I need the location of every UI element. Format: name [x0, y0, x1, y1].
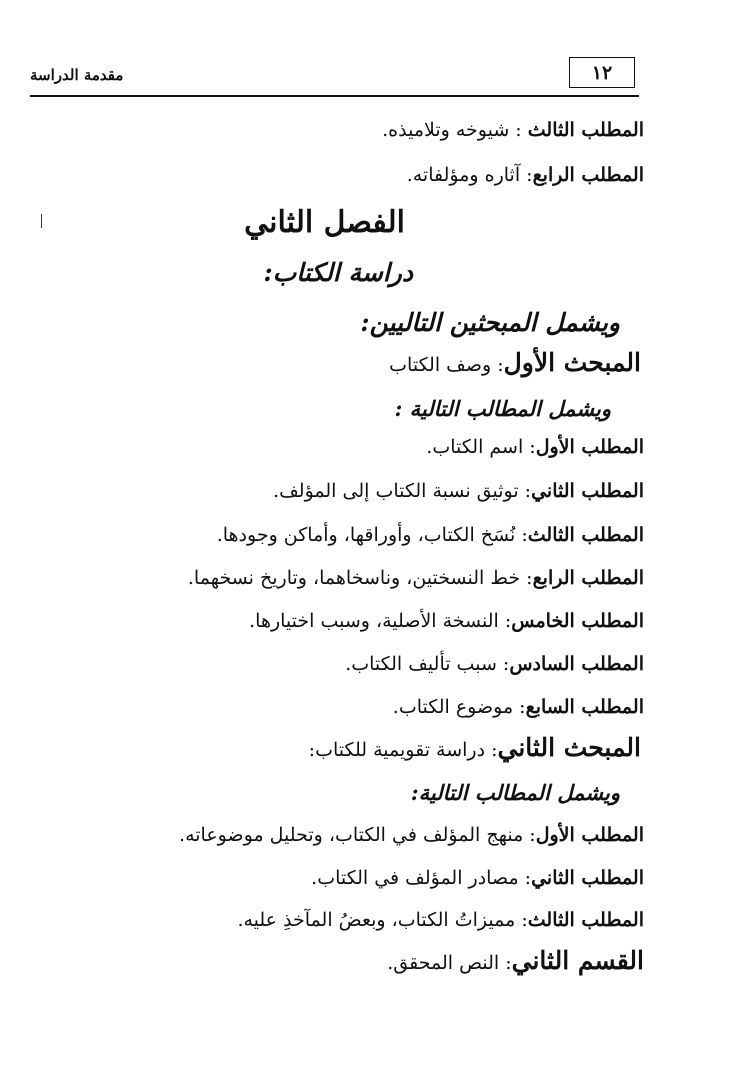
entry-label: القسم الثاني [511, 946, 644, 975]
entry-label: المطلب الثالث [527, 909, 644, 931]
entry-sep: : [523, 436, 536, 458]
entry-line [382, 117, 644, 143]
entry-text: منهج المؤلف في الكتاب، وتحليل موضوعاته. [179, 824, 524, 846]
entry-line [407, 162, 644, 188]
entry-line [389, 350, 641, 378]
chapter-subheading: دراسة الكتاب: [263, 258, 413, 287]
entry-line [309, 735, 641, 763]
entry-sep: : [520, 164, 533, 186]
entry-sep: : [518, 867, 532, 889]
page-number: ١٢ [569, 57, 635, 88]
entry-label: المبحث الأول [503, 348, 641, 377]
entry-text: شيوخه وتلاميذه. [382, 119, 510, 141]
entry-text: النسخة الأصلية، وسبب اختيارها. [249, 610, 499, 632]
entry-text: مصادر المؤلف في الكتاب. [311, 867, 519, 889]
entry-sep: : [509, 119, 528, 141]
entry-sep: : [485, 739, 498, 761]
entry-label: المطلب الرابع [532, 567, 644, 589]
entry-text: وصف الكتاب [389, 354, 492, 376]
entry-line [387, 948, 644, 976]
entry-text: سبب تأليف الكتاب. [345, 653, 497, 675]
chapter-heading: الفصل الثاني [244, 205, 405, 240]
entry-line [311, 865, 644, 891]
subsection-intro: ويشمل المطالب التالية: [410, 780, 620, 805]
entry-label: المبحث الثاني [497, 733, 641, 762]
entry-label: المطلب الرابع [532, 164, 644, 186]
entry-label: المطلب الثاني [531, 480, 644, 502]
entry-label: المطلب السادس [509, 653, 644, 675]
entry-sep: : [513, 696, 526, 718]
entry-text: توثيق نسبة الكتاب إلى المؤلف. [273, 480, 519, 502]
entry-line [426, 434, 644, 460]
entry-line [217, 522, 644, 548]
entry-sep: : [499, 952, 512, 974]
entry-label: المطلب الثاني [531, 867, 644, 889]
entry-line [179, 822, 644, 848]
entry-label: المطلب الثالث [527, 119, 644, 141]
entry-sep: : [515, 524, 528, 546]
section-intro: ويشمل المبحثين التاليين: [360, 308, 620, 337]
entry-text: مميزاتُ الكتاب، وبعضُ المآخذِ عليه. [237, 909, 516, 931]
entry-text: نُسَخ الكتاب، وأوراقها، وأماكن وجودها. [216, 524, 516, 546]
entry-sep: : [518, 480, 532, 502]
entry-sep: : [491, 354, 504, 376]
entry-line [237, 907, 644, 933]
entry-text: النص المحقق. [387, 952, 500, 974]
entry-label: المطلب الثالث [527, 524, 644, 546]
entry-text: اسم الكتاب. [426, 436, 524, 458]
entry-line [188, 565, 644, 591]
header-rule [30, 95, 639, 97]
entry-text: موضوع الكتاب. [392, 696, 514, 718]
entry-sep: : [498, 610, 512, 632]
entry-label: المطلب السابع [525, 696, 644, 718]
subsection-intro: ويشمل المطالب التالية : [394, 396, 611, 421]
running-title: مقدمة الدراسة [30, 66, 124, 84]
margin-mark [41, 214, 42, 228]
entry-sep: : [523, 824, 536, 846]
entry-sep: : [515, 909, 528, 931]
entry-line [393, 694, 644, 720]
entry-text: آثاره ومؤلفاته. [406, 164, 521, 186]
entry-line [249, 608, 644, 634]
entry-label: المطلب الخامس [511, 610, 644, 632]
entry-sep: : [496, 653, 510, 675]
entry-text: دراسة تقويمية للكتاب: [308, 739, 486, 761]
entry-label: المطلب الأول [535, 824, 644, 846]
entry-line [345, 651, 644, 677]
entry-line [273, 478, 644, 504]
entry-label: المطلب الأول [535, 436, 644, 458]
entry-sep: : [520, 567, 533, 589]
entry-text: خط النسختين، وناسخاهما، وتاريخ نسخهما. [187, 567, 521, 589]
